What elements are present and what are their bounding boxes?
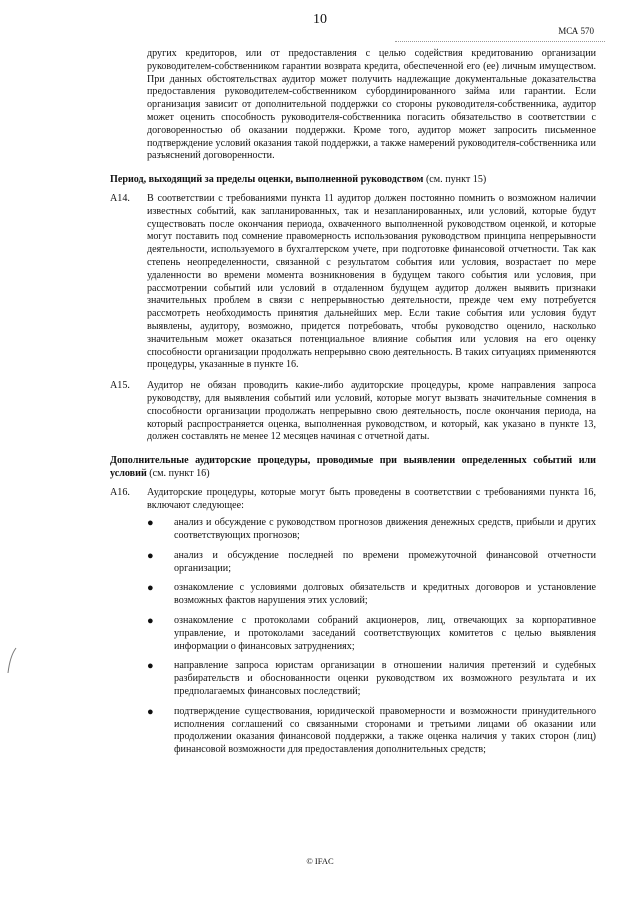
- paragraph-number: A15.: [110, 380, 130, 392]
- document-code: МСА 570: [558, 26, 594, 36]
- page-content: [110, 48, 596, 772]
- list-item-text: анализ и обсуждение с руководством прогнозов движения денежных средств, прибыли и других соответствующих прогнозов;: [174, 517, 596, 542]
- section-heading-period: [110, 174, 596, 187]
- paragraph-text: Аудиторские процедуры, которые могут быть проведены в соответствии с требованиями пункта 16, включают следующее:: [147, 486, 596, 511]
- section-heading-title: Период, выходящий за пределы оценки, выполненной руководством: [110, 174, 424, 186]
- paragraph-number: A14.: [110, 192, 130, 204]
- bullet-icon: ●: [147, 660, 154, 673]
- list-item-text: ознакомление с протоколами собраний акционеров, лиц, отвечающих за корпоративное управление, и протоколами заседаний соответствующих комитетов с целью выявления информации о финансовых затруднениях;: [174, 615, 596, 652]
- bullet-icon: ●: [147, 549, 154, 562]
- margin-pen-mark: [4, 646, 18, 676]
- bullet-icon: ●: [147, 582, 154, 595]
- paragraph-number: A16.: [110, 486, 130, 498]
- continuation-paragraph: других кредиторов, или от предоставления с целью содействия кредитованию организации руководителем-собственником гарантии возврата кредита, обеспеченной его (ее) личным имуществом. При данных обстоятельствах аудитор может получить надлежащие документальные доказательства предоставления руководителем-собственником субординированного займа или гарантии. Если организация зависит от дополнительной поддержки со стороны руководителя-собственника, аудитор может оценить способность руководителя-собственника погасить обязательство в соответствии с договоренностью об оказании поддержки. Кроме того, аудитор может запросить письменное подтверждение условий оказания такой поддержки, а также намерений руководителя-собственника или разъяснений договоренности.: [147, 48, 596, 162]
- list-item: [147, 550, 596, 576]
- paragraph-a15: [110, 380, 596, 444]
- paragraph-a14: [110, 193, 596, 372]
- section-heading-title: Дополнительные аудиторские процедуры, проводимые при выявлении определенных событий или условий: [110, 455, 596, 479]
- list-item: [147, 660, 596, 698]
- page-number: 10: [313, 12, 327, 27]
- list-item: [147, 582, 596, 608]
- list-item-text: направление запроса юристам организации в отношении наличия претензий и судебных разбирательств и обоснованности оценки руководством их возможного результата и их предполагаемых финансовых последствий;: [174, 660, 596, 698]
- paragraph-text: В соответствии с требованиями пункта 11 аудитор должен постоянно помнить о возможном наличии известных событий, как запланированных, так и незапланированных, или условий, которые будут существовать после окончания периода, охваченного выполненной руководством оценкой, и которые могут поставить под сомнение правомерность использования руководством принципа непрерывности деятельности, используемого в бухгалтерском учете, при подготовке финансовой отчетности. Так как степень неопределенности, связанной с результатом события или условия, возрастает по мере удаленности во времени момента возникновения в будущем такого события или условия, при рассмотрении событий или условий в отдаленном будущем аудитор должен выявить признаки значительных проблем в связи с непрерывностью деятельности, прежде чем ему потребуется рассмотреть необходимость принятия дальнейших мер. Если такие события или условия будут выявлены, аудитору, возможно, придется потребовать, чтобы руководство оценило, насколько значительным может оказаться потенциальное влияние события или условия на его оценку способности организации продолжать непрерывно свою деятельность. В таких ситуациях применяются процедуры, указанные в пункте 16.: [147, 192, 596, 371]
- page-footer: © IFAC: [306, 856, 334, 866]
- section-heading-ref: (см. пункт 15): [425, 174, 487, 186]
- list-item: [147, 517, 596, 543]
- header-rule: [395, 41, 605, 42]
- list-item-text: подтверждение существования, юридической правомерности и возможности принудительного исполнения соглашений со связанными сторонами и третьими лицами об оказании или продолжении оказания финансовой поддержки, а также оценка наличия у таких сторон (лиц) финансовой возможности для предоставления дополнительных средств;: [174, 705, 596, 756]
- bullet-icon: ●: [147, 615, 154, 628]
- bullet-icon: ●: [147, 517, 154, 530]
- list-item: [147, 706, 596, 757]
- procedure-list: [147, 517, 596, 757]
- list-item: [147, 615, 596, 653]
- paragraph-a16: [110, 487, 596, 764]
- paragraph-body: [147, 487, 596, 764]
- bullet-icon: ●: [147, 705, 154, 718]
- paragraph-text: Аудитор не обязан проводить какие-либо аудиторские процедуры, кроме направления запроса руководству, для выявления событий или условий, которые могут вызвать значительные сомнения в способности организации продолжать непрерывно свою деятельность, после окончания периода, на который распространяется оценка, выполненная руководством, и который, как указано в пункте 13, должен составлять не менее 12 месяцев начиная с отчетной даты.: [147, 380, 596, 443]
- section-heading-procedures: [110, 455, 596, 481]
- list-item-text: анализ и обсуждение последней по времени промежуточной финансовой отчетности организации;: [174, 549, 596, 574]
- section-heading-ref: (см. пункт 16): [149, 467, 210, 479]
- list-item-text: ознакомление с условиями долговых обязательств и кредитных договоров и установление возможных фактов нарушения этих условий;: [174, 582, 596, 607]
